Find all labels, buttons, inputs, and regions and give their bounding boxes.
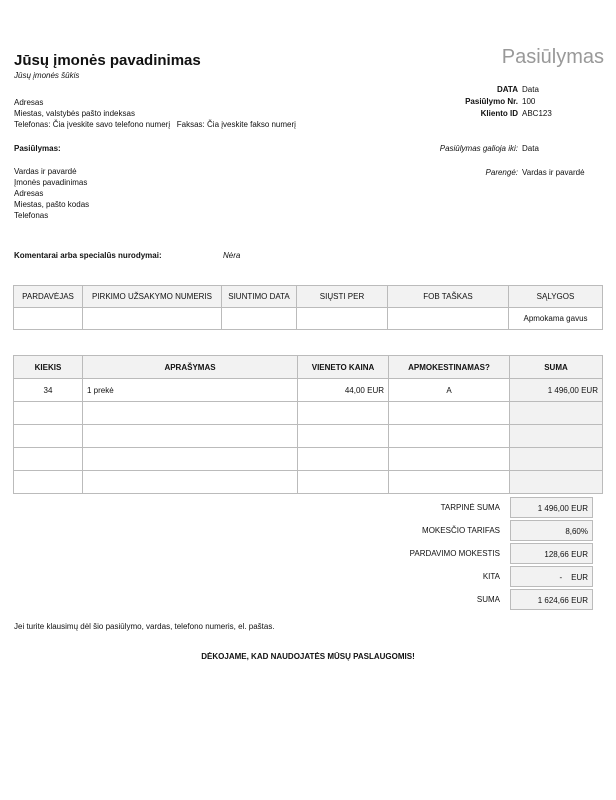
desc-cell[interactable] [83,425,298,448]
recipient-company: Įmonės pavadinimas [14,178,88,187]
taxable-cell[interactable] [389,471,510,494]
document-title: Pasiūlymas [501,46,604,68]
shipping-header: SIUNTIMO DATA [222,286,297,308]
shipping-header: PARDAVĖJAS [14,286,83,308]
taxable-cell[interactable] [389,402,510,425]
recipient-name: Vardas ir pavardė [14,167,77,176]
shipping-header: SIŲSTI PER [297,286,388,308]
shipping-header: PIRKIMO UŽSAKYMO NUMERIS [83,286,222,308]
recipient-heading: Pasiūlymas: [14,144,61,153]
amount-cell [510,448,603,471]
other-row: KITA - EUR [390,565,593,588]
table-row [14,471,603,494]
unit-price-cell[interactable] [298,448,389,471]
shipping-cell[interactable] [297,308,388,330]
qty-cell[interactable] [14,471,83,494]
taxable-cell[interactable] [389,448,510,471]
items-header: APMOKESTINAMAS? [389,356,510,379]
shipping-cell[interactable] [388,308,509,330]
shipping-row [14,308,603,330]
company-contact [14,97,296,130]
shipping-cell[interactable] [83,308,222,330]
qty-cell[interactable] [14,402,83,425]
desc-cell[interactable] [83,471,298,494]
tax-rate-row: MOKESČIO TARIFAS 8,60% [390,519,593,542]
subtotal-row: TARPINĖ SUMA 1 496,00 EUR [390,496,593,519]
thank-you-message: DĖKOJAME, KAD NAUDOJATĖS MŪSŲ PASLAUGOMIS! [201,652,415,661]
amount-cell [510,471,603,494]
comments-label: Komentarai arba specialūs nurodymai: [14,251,162,260]
recipient-address: Adresas [14,189,44,198]
taxable-cell[interactable]: A [389,379,510,402]
phone-value: Čia įveskite savo telefono numerį [52,120,171,129]
recipient-block [14,166,89,221]
unit-price-cell[interactable] [298,402,389,425]
items-header: APRAŠYMAS [83,356,298,379]
phone-label: Telefonas: [14,120,51,129]
shipping-cell[interactable]: Apmokama gavus [509,308,603,330]
company-phone-fax [14,119,296,130]
company-slogan: Jūsų įmonės šūkis [14,71,80,80]
comments-value: Nėra [223,251,241,260]
qty-cell[interactable] [14,425,83,448]
qty-cell[interactable] [14,448,83,471]
amount-cell [510,425,603,448]
items-header-row [14,356,603,379]
taxable-cell[interactable] [389,425,510,448]
shipping-header-row [14,286,603,308]
totals-block [390,496,593,611]
prepared-by: Parengė: Vardas ir pavardė [485,168,585,177]
desc-cell[interactable] [83,448,298,471]
company-city: Miestas, valstybės pašto indeksas [14,109,135,118]
meta-block [438,84,606,120]
shipping-header: FOB TAŠKAS [388,286,509,308]
desc-cell[interactable] [83,402,298,425]
unit-price-cell[interactable] [298,471,389,494]
unit-price-cell[interactable] [298,425,389,448]
table-row [14,425,603,448]
desc-cell[interactable]: 1 prekė [83,379,298,402]
sales-tax-row: PARDAVIMO MOKESTIS 128,66 EUR [390,542,593,565]
items-header: SUMA [510,356,603,379]
items-header: KIEKIS [14,356,83,379]
items-header: VIENETO KAINA [298,356,389,379]
shipping-cell[interactable] [14,308,83,330]
qty-cell[interactable]: 34 [14,379,83,402]
fax-value: Čia įveskite fakso numerį [207,120,296,129]
validity-block [398,143,606,178]
recipient-phone: Telefonas [14,211,49,220]
table-row [14,448,603,471]
total-row: SUMA 1 624,66 EUR [390,588,593,611]
company-address: Adresas [14,98,44,107]
meta-date: DATA Data [496,85,539,94]
unit-price-cell[interactable]: 44,00 EUR [298,379,389,402]
table-row [14,379,603,402]
table-row [14,402,603,425]
amount-cell [510,402,603,425]
recipient-city: Miestas, pašto kodas [14,200,90,209]
shipping-table [13,285,603,330]
fax-label: Faksas: [176,120,205,129]
meta-customer-id: Kliento ID ABC123 [480,109,552,118]
items-table [13,355,603,494]
valid-until: Pasiūlymas galioja iki: Data [439,144,539,153]
footer-note: Jei turite klausimų dėl šio pasiūlymo, vardas, telefono numeris, el. paštas. [14,622,275,631]
company-name: Jūsų įmonės pavadinimas [14,52,201,69]
shipping-cell[interactable] [222,308,297,330]
amount-cell: 1 496,00 EUR [510,379,603,402]
meta-quote-no: Pasiūlymo Nr. 100 [465,97,536,106]
shipping-header: SĄLYGOS [509,286,603,308]
